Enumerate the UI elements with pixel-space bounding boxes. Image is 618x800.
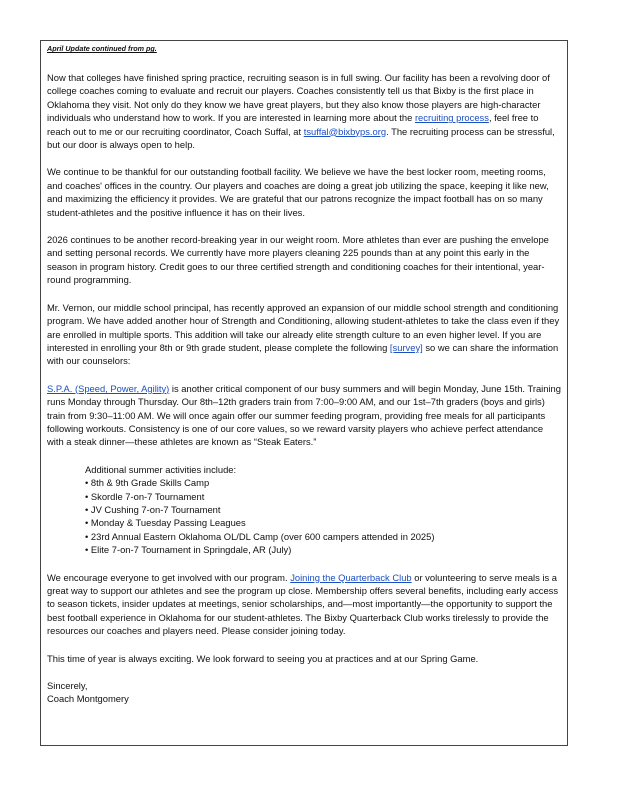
weight-room-paragraph: 2026 continues to be another record-breaking year in our weight room. More athletes than ever are pushing the envelope and setting personal records. We currently have more players cleaning 225 pounds than at any point this early in the season in program history. Credit goes to our three certified strength and conditioning coaches for their intentional, year-round programming. [47, 234, 549, 286]
activity-item: • 23rd Annual Eastern Oklahoma OL/DL Camp (over 600 campers attended in 2025) [85, 530, 561, 543]
spa-paragraph [47, 382, 561, 449]
recruiting-paragraph [47, 71, 561, 151]
recruiting-process-link[interactable]: recruiting process [414, 112, 489, 124]
activity-item: • 8th & 9th Grade Skills Camp [85, 476, 561, 489]
letter-page [40, 40, 568, 746]
activity-item: • Skordle 7-on-7 Tournament [85, 490, 561, 503]
survey-link[interactable]: [survey] [389, 341, 423, 353]
quarterback-club-paragraph [47, 571, 561, 638]
activity-item: • JV Cushing 7-on-7 Tournament [85, 503, 561, 516]
recruiting-text-2: , feel free to reach out to me or our recruiting coordinator, Coach Suffal, at [47, 112, 539, 137]
signature: Coach Montgomery [47, 693, 129, 705]
continuation-header: April Update continued from pg. [47, 44, 157, 53]
spa-text: is another critical component of our busy summers and will begin Monday, June 15th. Training runs Monday through Thursday. Our 8th–12th graders train from 7:00–9:00 AM, and our 1st–7th graders (boys and girls) train from 9:30–11:00 AM. We will once again offer our summer feeding program, providing free meals for all participants following workouts. Consistency is one of our core values, so we reward varsity players who achieve perfect attendance with a steak dinner—these athletes are known as “Steak Eaters.” [47, 382, 561, 448]
spa-link[interactable]: S.P.A. (Speed, Power, Agility) [47, 382, 170, 394]
middle-school-text-2: so we can share the information with our counselors: [47, 341, 559, 367]
activities-title: Additional summer activities include: [85, 463, 237, 475]
qb-club-text: We encourage everyone to get involved with our program. [47, 571, 291, 583]
email-link[interactable]: tsuffal@bixbyps.org [303, 125, 387, 137]
recruiting-text-3: . The recruiting process can be stressful, but our door is always open to help. [47, 125, 555, 151]
activities-list [85, 476, 561, 556]
facility-paragraph: We continue to be thankful for our outstanding football facility. We believe we have the best locker room, meeting rooms, and coaches' offices in the country. Our players and coaches are doing a great job utilizing the space, keeping it like new, and maximizing the efficiency it provides. We are grateful that our patrons recognize the impact football has on so many student-athletes and the positive influence it has on their lives. [47, 166, 549, 218]
middle-school-text: Mr. Vernon, our middle school principal, has recently approved an expansion of our middle school strength and conditioning program. We have added another hour of Strength and Conditioning, allowing student-athletes to take the class even if they are enrolled in multiple sports. This addition will take our already elite strength culture to an even higher level. If you are interested in enrolling your 8th or 9th grade student, please complete the following [47, 301, 560, 353]
activity-item: • Elite 7-on-7 Tournament in Springdale, AR (July) [85, 543, 561, 556]
qb-club-text-2: or volunteering to serve meals is a great way to support our athletes and see the program up close. Membership offers several benefits, including early access to season tickets, insider updates at meetings, senior scholarships, and—most importantly—the opportunity to support the best football experience in Oklahoma for our student-athletes. The Bixby Quarterback Club works tirelessly to provide the resources our coaches and players need. Please consider joining today. [47, 571, 559, 637]
closing-salutation: Sincerely, [47, 680, 88, 692]
activities-section [47, 463, 561, 557]
recruiting-text: Now that colleges have finished spring practice, recruiting season is in full swing. Our facility has been a revolving door of college coaches coming to evaluate and recruit our players. Coaches consistently tell us that Bixby is the first place in Oklahoma they visit. Not only do they know we have great players, but they also know those players are high-character individuals who understand how to work. If you are interested in learning more about the [47, 72, 550, 124]
activity-item: • Monday & Tuesday Passing Leagues [85, 516, 561, 529]
closing-paragraph: This time of year is always exciting. We look forward to seeing you at practices and at our Spring Game. [47, 652, 479, 664]
middle-school-paragraph [47, 301, 561, 368]
quarterback-club-link[interactable]: Joining the Quarterback Club [290, 571, 412, 583]
